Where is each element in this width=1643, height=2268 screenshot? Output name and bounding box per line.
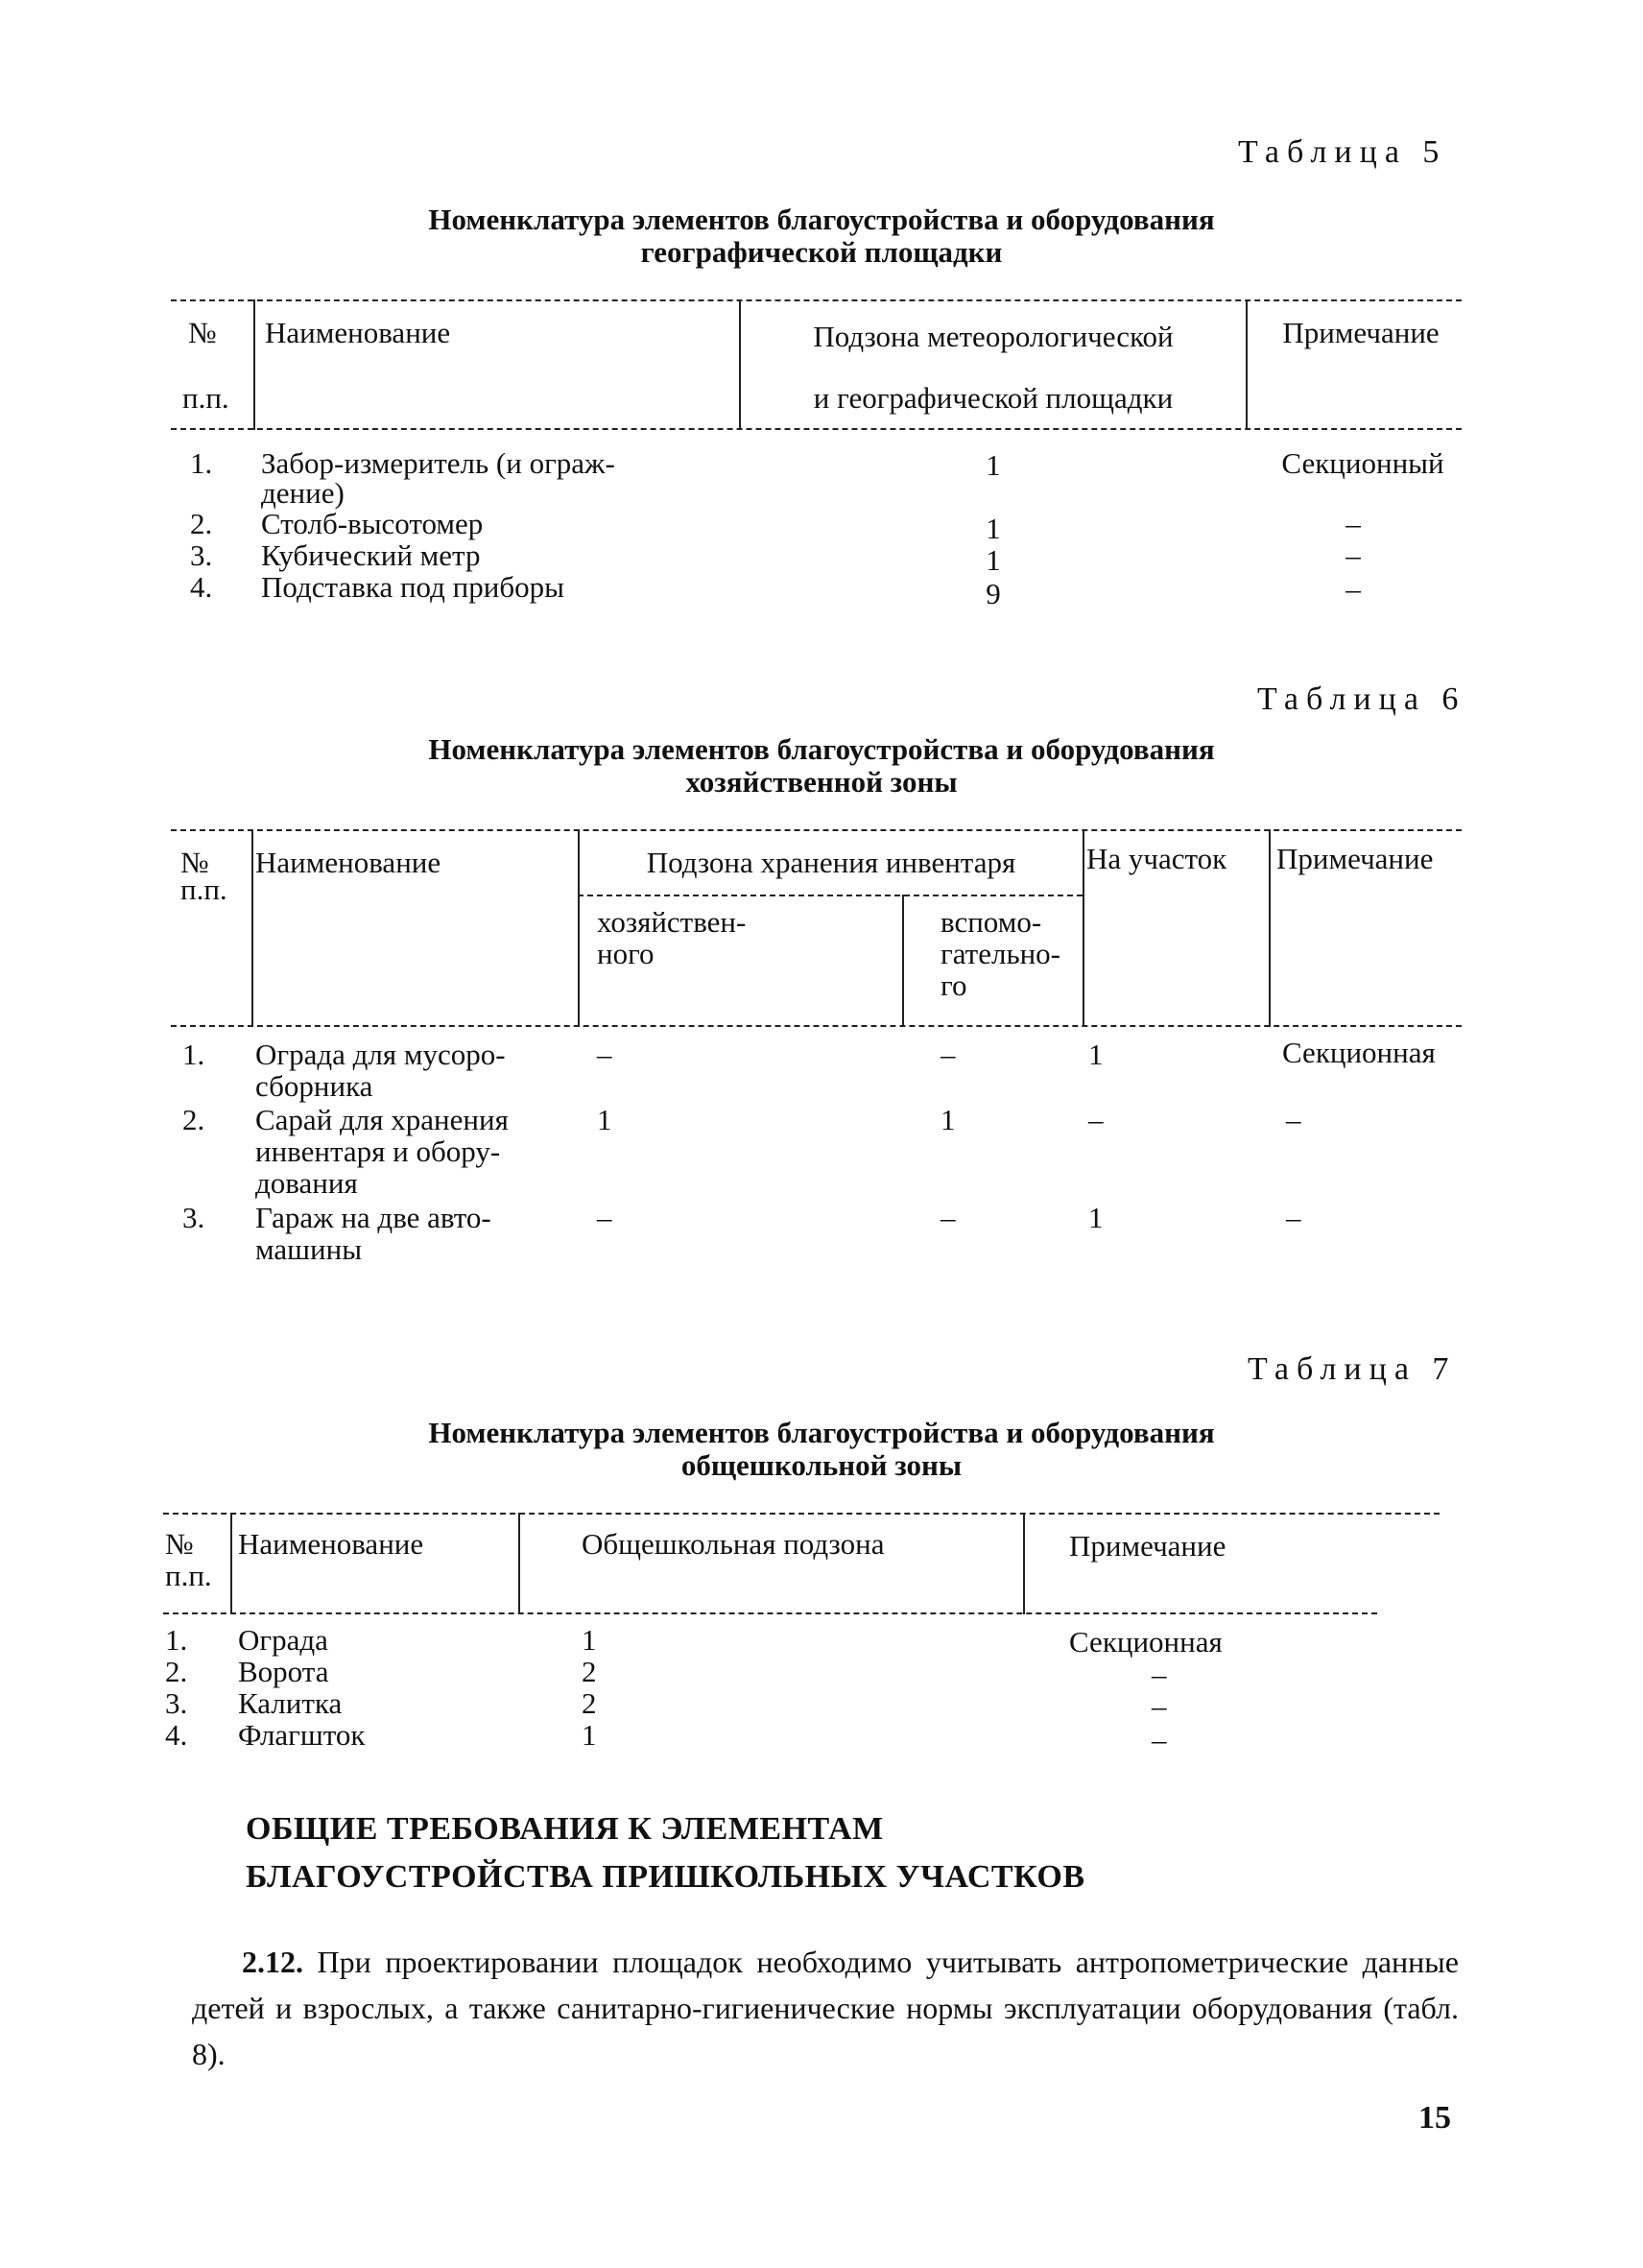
table6-row1-name-cont: сборника xyxy=(255,1069,373,1103)
table6-header-aux-cont: гательно- xyxy=(941,937,1060,970)
table6-header-aux: вспомо- xyxy=(941,905,1042,939)
table6-row2-note: – xyxy=(1286,1103,1301,1136)
paragraph-text: При проектировании площадок необходимо учитывать антропометрические данные детей и взрослых, а также санитарно-гигиенические нормы эксплуатации оборудования (табл. 8). xyxy=(192,1945,1460,2071)
table7-header-rule xyxy=(163,1612,1377,1614)
table5-header-rule xyxy=(171,428,1462,430)
table6-row1-onsite: 1 xyxy=(1088,1038,1104,1071)
table5-top-rule xyxy=(171,299,1462,301)
table7-row3-qty: 2 xyxy=(582,1686,597,1720)
table5-row3-qty: 1 xyxy=(986,543,1001,577)
table7-row4-note: – xyxy=(1152,1723,1167,1756)
table6-row1-aux: – xyxy=(941,1038,956,1071)
page-number: 15 xyxy=(1418,2100,1451,2136)
table7-title-line1: Номенклатура элементов благоустройства и оборудования xyxy=(428,1416,1215,1449)
table6-header-name: Наименование xyxy=(255,846,441,879)
table6-header-num-sub: п.п. xyxy=(180,872,227,906)
table7-col-divider xyxy=(518,1513,520,1614)
table5-row2-num: 2. xyxy=(190,507,213,540)
table6-row3-household: – xyxy=(597,1201,612,1234)
table6-row3-aux: – xyxy=(941,1201,956,1234)
table6-row2-num: 2. xyxy=(182,1103,205,1136)
table5-row4-qty: 9 xyxy=(986,577,1001,610)
table7-col-divider xyxy=(1023,1513,1025,1614)
table6-title-line2: хозяйственной зоны xyxy=(685,765,958,799)
table7-row3-note: – xyxy=(1152,1689,1167,1723)
table5-row1-qty: 1 xyxy=(986,448,1001,482)
table5-row2-name: Столб-высотомер xyxy=(261,507,484,540)
table7-label: Таблица 7 xyxy=(1248,1351,1457,1387)
table6-col-divider xyxy=(1083,829,1084,1027)
table6-row3-name-cont: машины xyxy=(255,1232,363,1266)
table7-header-subzone: Общешкольная подзона xyxy=(582,1527,885,1561)
table7-row2-name: Ворота xyxy=(238,1655,329,1688)
paragraph-number: 2.12. xyxy=(242,1945,303,1979)
table5-title-line2: географической площадки xyxy=(640,235,1003,269)
table6-row2-onsite: – xyxy=(1088,1103,1104,1136)
table7-row3-name: Калитка xyxy=(238,1686,343,1720)
table6-row2-name-cont: инвентаря и обору- xyxy=(255,1134,501,1168)
table6-header-storage: Подзона хранения инвентаря xyxy=(646,846,1016,879)
table6-row3-note: – xyxy=(1286,1201,1301,1234)
table6-header-onsite: На участок xyxy=(1086,842,1227,875)
table7-row2-qty: 2 xyxy=(582,1655,597,1688)
table6-col-divider xyxy=(1269,829,1271,1027)
table6-row1-household: – xyxy=(597,1038,612,1071)
table6-header-num: № xyxy=(180,846,209,879)
table7-header-num-sub: п.п. xyxy=(165,1559,212,1592)
table6-col-divider xyxy=(251,829,253,1027)
table6-storage-rule xyxy=(578,895,1083,896)
table6-row2-aux: 1 xyxy=(941,1103,956,1136)
table5-row3-note: – xyxy=(1345,538,1361,572)
table5-header-num-sub: п.п. xyxy=(182,381,229,415)
table6-col-divider xyxy=(902,895,904,1027)
table6-header-household: хозяйствен- xyxy=(597,905,747,939)
table5-header-subzone: Подзона метеорологической xyxy=(813,320,1174,353)
table6-row3-num: 3. xyxy=(182,1201,205,1234)
table7-row2-num: 2. xyxy=(165,1655,188,1688)
table5-row4-note: – xyxy=(1345,572,1361,606)
table7-header-num: № xyxy=(165,1527,194,1561)
table5-row1-note: Секционный xyxy=(1281,446,1444,480)
table5-col-divider xyxy=(253,299,255,430)
table6-row1-note: Секционная xyxy=(1282,1036,1436,1069)
table5-row1-num: 1. xyxy=(190,446,213,480)
table7-top-rule xyxy=(163,1513,1440,1515)
table5-header-note: Примечание xyxy=(1282,316,1440,349)
table7-header-name: Наименование xyxy=(238,1527,424,1561)
table6-row1-name: Ограда для мусоро- xyxy=(255,1038,506,1071)
table5-row4-num: 4. xyxy=(190,570,213,604)
table7-col-divider xyxy=(230,1513,232,1614)
table7-row3-num: 3. xyxy=(165,1686,188,1720)
table7-header-note: Примечание xyxy=(1069,1529,1226,1563)
table5-header-subzone-sub: и географической площадки xyxy=(813,381,1174,415)
table7-row2-note: – xyxy=(1152,1658,1167,1691)
table7-row1-name: Ограда xyxy=(238,1623,328,1657)
table5-header-name: Наименование xyxy=(265,316,451,349)
table6-row2-name: Сарай для хранения xyxy=(255,1103,509,1136)
table6-row3-name: Гараж на две авто- xyxy=(255,1201,491,1234)
table7-row4-qty: 1 xyxy=(582,1718,597,1752)
section-heading-line1: ОБЩИЕ ТРЕБОВАНИЯ К ЭЛЕМЕНТАМ xyxy=(246,1811,884,1847)
table7-row1-qty: 1 xyxy=(582,1623,597,1657)
table6-title-line1: Номенклатура элементов благоустройства и оборудования xyxy=(428,732,1215,766)
section-heading-line2: БЛАГОУСТРОЙСТВА ПРИШКОЛЬНЫХ УЧАСТКОВ xyxy=(246,1859,1085,1895)
table7-row1-note: Секционная xyxy=(1069,1625,1223,1659)
table6-header-aux-cont2: го xyxy=(941,968,967,1002)
table6-row1-num: 1. xyxy=(182,1038,205,1071)
table6-row2-household: 1 xyxy=(597,1103,612,1136)
table5-title-line1: Номенклатура элементов благоустройства и оборудования xyxy=(428,203,1215,236)
table5-row3-name: Кубический метр xyxy=(261,538,481,572)
table6-row2-name-cont2: дования xyxy=(255,1166,358,1200)
table5-header-num: № xyxy=(188,316,217,349)
table6-header-household-cont: ного xyxy=(597,937,655,970)
table5-row2-note: – xyxy=(1345,507,1361,540)
table7-row1-num: 1. xyxy=(165,1623,188,1657)
table5-label: Таблица 5 xyxy=(1238,134,1447,170)
table5-row1-name-cont: дение) xyxy=(261,476,345,510)
table5-row3-num: 3. xyxy=(190,538,213,572)
table5-row4-name: Подставка под приборы xyxy=(261,570,564,604)
table7-title-line2: общешкольной зоны xyxy=(680,1448,963,1482)
table6-label: Таблица 6 xyxy=(1257,681,1466,717)
table6-header-note: Примечание xyxy=(1276,842,1434,875)
table7-row4-num: 4. xyxy=(165,1718,188,1752)
table6-row3-onsite: 1 xyxy=(1088,1201,1104,1234)
table7-row4-name: Флагшток xyxy=(238,1718,366,1752)
paragraph-2-12 xyxy=(192,1939,1459,2077)
table5-row2-qty: 1 xyxy=(986,512,1001,545)
table5-row1-name: Забор-измеритель (и ограж- xyxy=(261,446,615,480)
